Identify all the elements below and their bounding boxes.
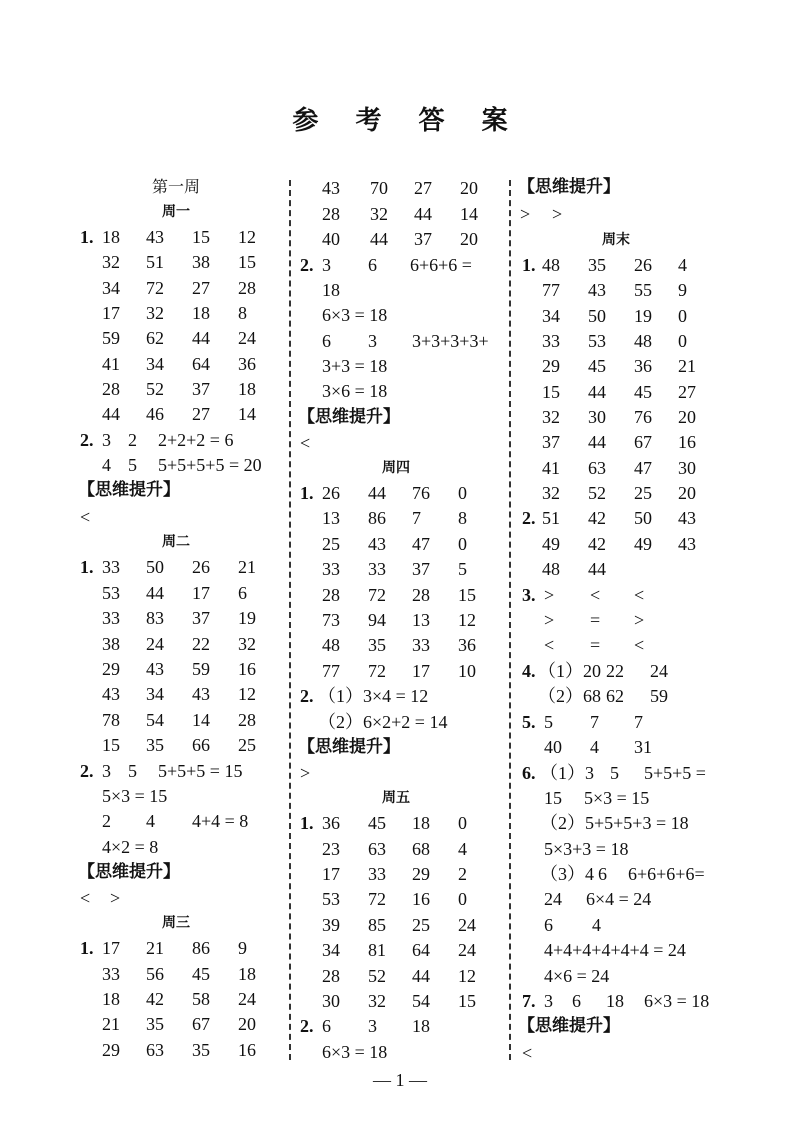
day-header-thu: 周四 [382, 460, 410, 476]
think-answer: < [300, 433, 311, 453]
think-header: 【思维提升】 [78, 480, 180, 500]
day-header-wed: 周三 [162, 915, 190, 931]
week-label: 第一周 [152, 177, 201, 196]
think-answer: > [300, 763, 311, 783]
think-answer: < [80, 507, 91, 527]
think-header: 【思维提升】 [78, 862, 180, 882]
day-header-fri: 周五 [382, 790, 410, 806]
think-header: 【思维提升】 [518, 1016, 620, 1036]
day-header-weekend: 周末 [602, 232, 630, 248]
think-answer: < [522, 1043, 533, 1063]
think-header: 【思维提升】 [298, 737, 400, 757]
day-header-mon: 周一 [162, 204, 190, 220]
think-header: 【思维提升】 [298, 407, 400, 427]
day-header-tue: 周二 [162, 534, 190, 550]
page-number: — 1 — [373, 1070, 427, 1090]
column-divider [509, 180, 511, 1060]
page-title: 参 考 答 案 [292, 106, 522, 136]
think-header: 【思维提升】 [518, 177, 620, 197]
column-divider [289, 180, 291, 1060]
answer-page: 参 考 答 案 第一周 周一 1. 18 43 15 12 32 51 38 15 34 72 27 28 17 32 18 8 59 62 44 24 41 34 64 36 28 52 37 18 44 46 27 14 2. 3 2 2+2+2 = 6 4 5 5+5+5+5 = 20 【思维提升】 < 周二 1. 33 50 26 21 53 44 17 6 33 83 37 19 38 24 22 32 29 43 59 16 43 34 43 12 78 54 14 28 15 35 66 25 2. 3 5 5+5+5 = 15 5×3 = 15 2 4 4+4 = 8 4×2 = 8 【思维提升】 < > 周三 1. 17 21 86 9 33 56 45 18 18 42 58 24 21 35 67 20 29 63 35 16 43 70 27 20 28 32 44 14 40 44 37 20 2. 3 6 6+6+6 = 18 6×3 = 18 6 3 3+3+3+3+ 3+3 = 18 3×6 = 18 【思维提升】 < 周四 1. 26 44 76 0 13 86 7 8 25 43 47 0 33 33 37 5 28 72 28 15 73 94 13 12 48 35 33 36 77 72 17 10 2. （1）3×4 = 12 （2）6×2+2 = 14 【思维提升】 > 周五 1. 36 45 18 0 23 63 68 4 17 33 29 2 53 72 16 0 39 85 25 24 34 81 64 24 28 52 44 12 30 32 54 15 2. 6 3 18 6×3 = 18 【思维提升】 > > 周末 1. 48 35 26 4 77 43 55 9 34 50 19 0 33 53 48 0 29 45 36 21 15 44 45 27 32 30 76 20 37 44 67 16 41 63 47 30 32 52 25 20 2. 51 42 50 43 49 42 49 43 48 44 3. > < < > = > < = < 4. （1）20 22 24 （2）68 62 59 5. 5 7 7 40 4 31 6. （1）3 5 5+5+5 = 15 5×3 = 15 （2）5+5+5+3 = 18 5×3+3 = 18 （3）4 6 6+6+6+6= 24 6×4 = 24 6 4 4+4+4+4+4+4 = 24 4×6 = 24 7. 3 6 18 6×3 = 18 【思维提升】 < — 1 — [0, 0, 800, 1144]
